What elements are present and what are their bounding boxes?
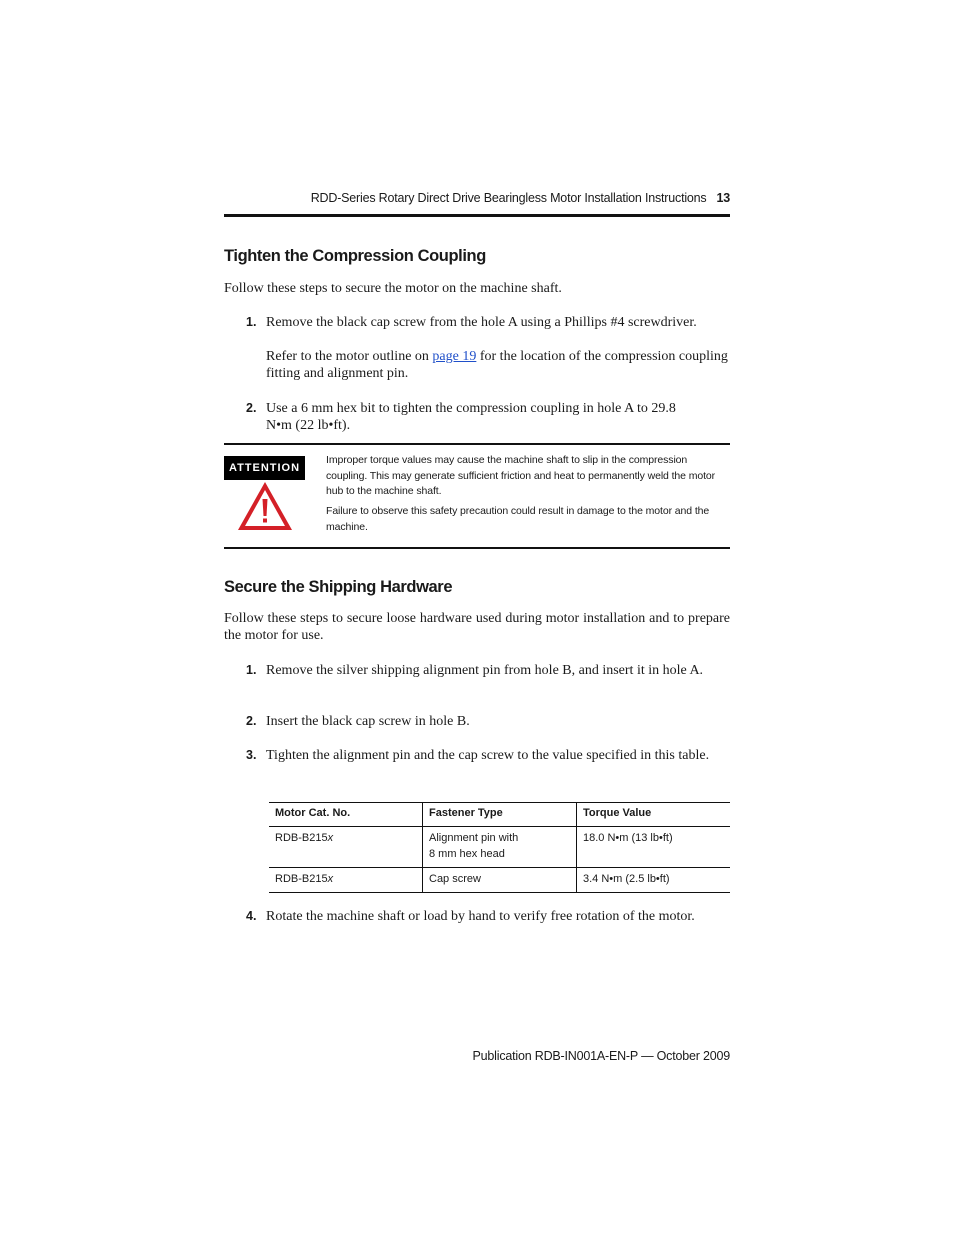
- step-text: Remove the silver shipping alignment pin from hole B, and insert it in hole A.: [266, 663, 704, 678]
- header-title: RDD-Series Rotary Direct Drive Bearingless Motor Installation Instructions: [310, 191, 707, 205]
- column-header-motor-cat-no: Motor Cat. No.: [269, 803, 423, 827]
- section-heading-shipping-hardware: Secure the Shipping Hardware: [224, 578, 453, 596]
- reference-text: Refer to the motor outline on page 19 for the location of the compression coupling fitting and alignment pin.: [266, 349, 728, 381]
- table-row: [269, 868, 730, 893]
- step-text: Tighten the alignment pin and the cap screw to the value specified in this table.: [266, 748, 710, 763]
- step-number: 2.: [246, 401, 257, 415]
- table-row: [269, 827, 730, 868]
- cell-motor-cat-no: RDB-B215x: [269, 827, 423, 868]
- running-header: [224, 191, 730, 205]
- attention-top-rule: [224, 443, 730, 445]
- table-header-row: [269, 803, 730, 827]
- section-heading-compression-coupling: Tighten the Compression Coupling: [224, 247, 486, 265]
- warning-triangle-icon: [236, 480, 294, 532]
- section2-intro: Follow these steps to secure loose hardware used during motor installation and to prepare the motor for use.: [224, 611, 730, 643]
- attention-bottom-rule: [224, 547, 730, 549]
- publication-footer: Publication RDB-IN001A-EN-P — October 2009: [472, 1049, 730, 1063]
- step-text: Remove the black cap screw from the hole A using a Phillips #4 screwdriver.: [266, 315, 697, 330]
- column-header-torque-value: Torque Value: [577, 803, 731, 827]
- header-rule: [224, 214, 730, 217]
- cell-torque-value: 3.4 N•m (2.5 lb•ft): [577, 868, 731, 893]
- step-number: 1.: [246, 663, 257, 677]
- section1-intro: Follow these steps to secure the motor on the machine shaft.: [224, 281, 562, 296]
- step-text: Use a 6 mm hex bit to tighten the compression coupling in hole A to 29.8 N•m (22 lb•ft).: [266, 401, 676, 433]
- attention-label: ATTENTION: [224, 456, 305, 480]
- page-number: 13: [716, 191, 730, 205]
- attention-text-2: Failure to observe this safety precaution could result in damage to the motor and the machine.: [326, 505, 710, 533]
- torque-table: [269, 802, 730, 893]
- cell-torque-value: 18.0 N•m (13 lb•ft): [577, 827, 731, 868]
- cell-motor-cat-no: RDB-B215x: [269, 868, 423, 893]
- page-19-link[interactable]: page 19: [432, 349, 477, 364]
- step-number: 1.: [246, 315, 257, 329]
- cell-fastener-type: Alignment pin with 8 mm hex head: [423, 827, 577, 868]
- column-header-fastener-type: Fastener Type: [423, 803, 577, 827]
- step-number: 3.: [246, 748, 257, 762]
- cell-fastener-type: Cap screw: [423, 868, 577, 893]
- attention-text-1: Improper torque values may cause the machine shaft to slip in the compression coupling. This may generate sufficient friction and heat to permanently weld the motor hub to the machine shaft.: [326, 454, 716, 497]
- step-text: Rotate the machine shaft or load by hand to verify free rotation of the motor.: [266, 909, 695, 924]
- step-number: 4.: [246, 909, 257, 923]
- step-number: 2.: [246, 714, 257, 728]
- step-text: Insert the black cap screw in hole B.: [266, 714, 470, 729]
